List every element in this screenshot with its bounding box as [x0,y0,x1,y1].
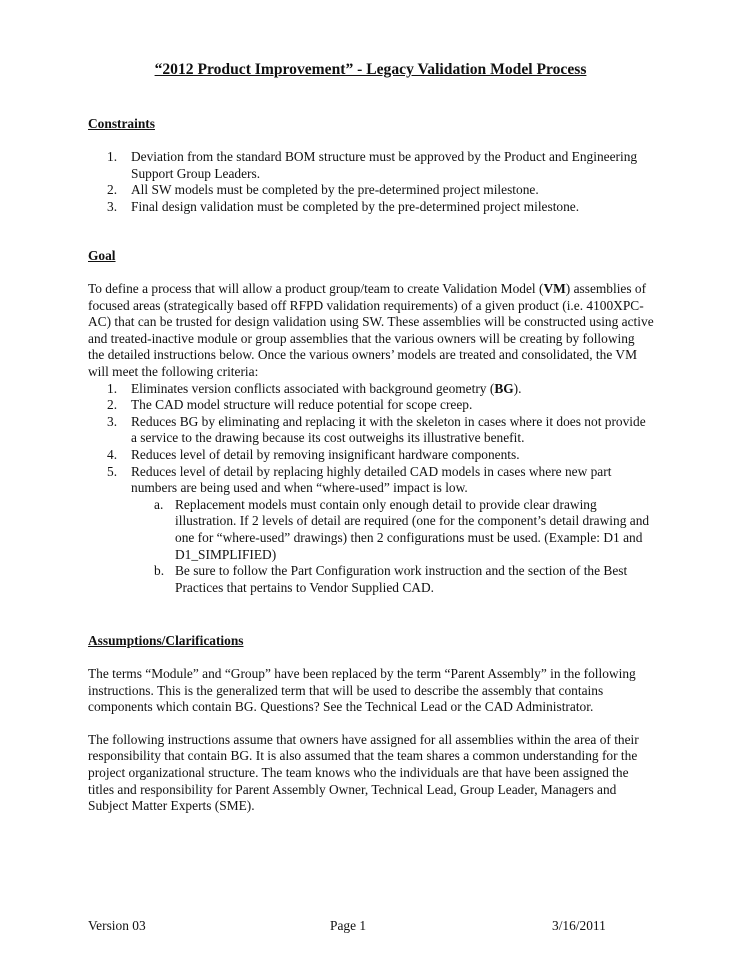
item-number: 2. [107,397,118,413]
item-number: 3. [107,198,118,214]
list-item [88,464,654,597]
item-number: 5. [107,463,118,479]
document-title: “2012 Product Improvement” - Legacy Validation Model Process [154,61,587,78]
item-text: All SW models must be completed by the pre-determined project milestone. [131,182,539,198]
vm-term: VM [543,281,566,296]
list-item [88,447,654,464]
footer-version: Version 03 [88,918,146,933]
item-number: 1. [107,149,118,164]
list-item [88,182,648,199]
footer-date: 3/16/2011 [552,918,606,933]
assumptions-paragraph-1: The terms “Module” and “Group” have been replaced by the term “Parent Assembly” in the following instructions. This is the generalized term that will be used to describe the assembly that contains components which contain BG. Questions? See the Technical Lead or the CAD Administrator. [88,666,636,715]
item-number: a. [154,496,164,512]
item-number: b. [154,563,165,579]
item-text: Be sure to follow the Part Configuration work instruction and the section of the Best Practices that pertains to Vendor Supplied CAD. [175,563,628,595]
constraints-heading: Constraints [88,116,155,131]
item-text: ). [513,380,522,396]
footer-page-number: Page 1 [330,918,367,933]
item-text: Eliminates version conflicts associated with background geometry ( [131,380,495,396]
item-number: 3. [107,413,118,429]
list-item [88,563,654,596]
goal-heading: Goal [88,248,116,263]
item-text: Reduces level of detail by removing insignificant hardware components. [131,446,520,462]
goal-intro-text: ) assemblies of focused areas (strategically based off RFPD validation requirements) of a given product (i.e. 4100XPC-AC) that can be trusted for design validation using SW. These assemblies will be constructed using active and treated-inactive module or group assemblies that the various owners will be creating by following the detailed instructions below. Once the various owners’ models are treated and consolidated, the VM will meet the following criteria: [88,281,654,379]
goal-intro [88,281,654,381]
item-text: Reduces BG by eliminating and replacing it with the skeleton in cases where it does not provide a service to the drawing because its cost outweighs its illustrative benefit. [131,413,646,446]
assumptions-paragraph-2: The following instructions assume that owners have assigned for all assemblies within the area of their responsibility that contain BG. It is also assumed that the team shares a common understanding for the project organizational structure. The team knows who the individuals are that have been assigned the titles and responsibility for Parent Assembly Owner, Technical Lead, Group Leader, Managers and Subject Matter Experts (SME). [88,731,639,814]
bg-term: BG [494,380,514,396]
item-text: The CAD model structure will reduce potential for scope creep. [131,397,473,413]
criteria-list [88,381,654,597]
goal-intro-text: To define a process that will allow a product group/team to create Validation Model ( [88,281,544,296]
item-text: Replacement models must contain only enough detail to provide clear drawing illustration. If 2 levels of detail are required (one for the component’s detail drawing and one for “where-used” drawings) then 2 configurations must be used. (Example: D1 and D1_SIMPLIFIED) [175,496,650,562]
item-number: 2. [107,182,118,198]
item-text: Final design validation must be completed by the pre-determined project milestone. [131,198,580,214]
list-item [88,397,654,414]
list-item [88,149,648,182]
assumptions-heading: Assumptions/Clarifications [88,633,244,648]
list-item [88,199,648,216]
item-number: 1. [107,380,118,396]
list-item [88,414,654,447]
goal-block [88,281,654,596]
criteria-sublist [88,497,654,597]
item-number: 4. [107,446,118,462]
item-text: Deviation from the standard BOM structure must be approved by the Product and Engineering Support Group Leaders. [131,149,638,181]
assumptions-block [88,666,648,815]
constraints-list-block [88,149,648,215]
list-item [88,497,654,563]
item-text: Reduces level of detail by replacing highly detailed CAD models in cases where new part numbers are being used and when “where-used” impact is low. [131,463,612,496]
constraints-list [88,149,648,215]
list-item [88,381,654,398]
